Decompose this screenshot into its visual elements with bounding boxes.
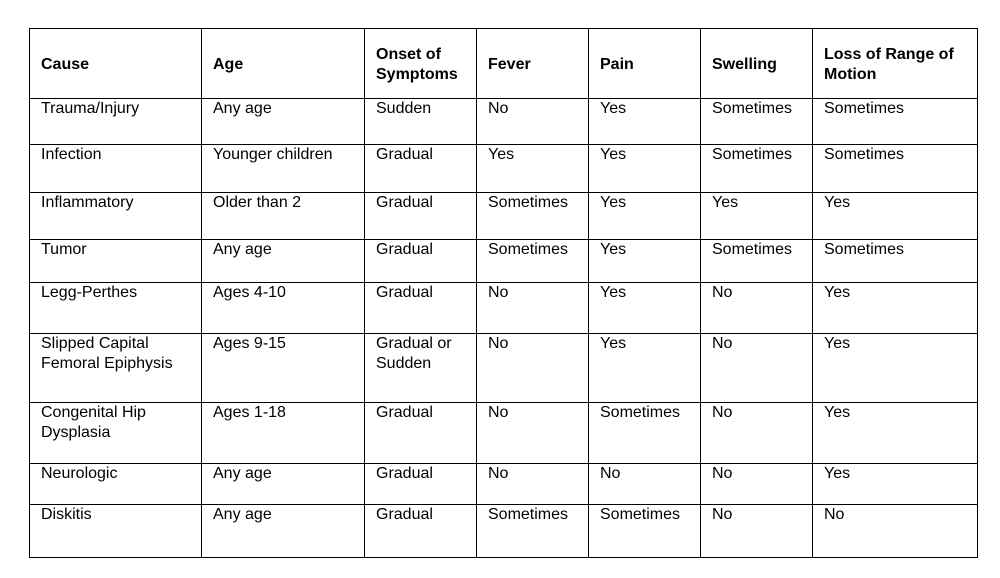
cell-loss-of-motion: Sometimes (813, 145, 978, 193)
cell-swelling: No (701, 403, 813, 464)
cell-cause: Inflammatory (30, 193, 202, 240)
cell-age: Any age (202, 464, 365, 505)
cell-age: Any age (202, 240, 365, 283)
cell-fever: No (477, 283, 589, 334)
header-age: Age (202, 29, 365, 99)
cell-age: Any age (202, 505, 365, 558)
cell-fever: No (477, 464, 589, 505)
cell-swelling: Sometimes (701, 145, 813, 193)
cell-swelling: No (701, 464, 813, 505)
table-row (30, 283, 978, 334)
cell-pain: No (589, 464, 701, 505)
cell-onset: Gradual (365, 193, 477, 240)
cell-fever: No (477, 334, 589, 403)
cell-fever: Sometimes (477, 193, 589, 240)
cell-fever: Yes (477, 145, 589, 193)
cell-swelling: Yes (701, 193, 813, 240)
header-fever: Fever (477, 29, 589, 99)
cell-onset: Gradual (365, 464, 477, 505)
cell-age: Older than 2 (202, 193, 365, 240)
table-row (30, 505, 978, 558)
cell-fever: No (477, 403, 589, 464)
cell-pain: Sometimes (589, 505, 701, 558)
table-row (30, 193, 978, 240)
cell-pain: Yes (589, 240, 701, 283)
cell-loss-of-motion: Yes (813, 193, 978, 240)
table-row (30, 145, 978, 193)
cell-swelling: No (701, 283, 813, 334)
header-pain: Pain (589, 29, 701, 99)
cell-cause: Diskitis (30, 505, 202, 558)
cell-onset: Gradual or Sudden (365, 334, 477, 403)
cell-cause: Tumor (30, 240, 202, 283)
cell-fever: Sometimes (477, 505, 589, 558)
cell-pain: Yes (589, 145, 701, 193)
cell-loss-of-motion: Yes (813, 464, 978, 505)
hip-pain-causes-table (29, 28, 978, 558)
cell-onset: Gradual (365, 403, 477, 464)
cell-onset: Gradual (365, 283, 477, 334)
table-row (30, 99, 978, 145)
cell-loss-of-motion: No (813, 505, 978, 558)
header-onset-of-symptoms: Onset of Symptoms (365, 29, 477, 99)
header-loss-of-range-of-motion: Loss of Range of Motion (813, 29, 978, 99)
cell-onset: Sudden (365, 99, 477, 145)
table-row (30, 240, 978, 283)
cell-cause: Congenital Hip Dysplasia (30, 403, 202, 464)
cell-onset: Gradual (365, 505, 477, 558)
cell-onset: Gradual (365, 145, 477, 193)
cell-cause: Slipped Capital Femoral Epiphysis (30, 334, 202, 403)
cell-loss-of-motion: Yes (813, 403, 978, 464)
table-row (30, 334, 978, 403)
cell-onset: Gradual (365, 240, 477, 283)
cell-cause: Neurologic (30, 464, 202, 505)
cell-swelling: Sometimes (701, 240, 813, 283)
cell-age: Any age (202, 99, 365, 145)
cell-swelling: No (701, 334, 813, 403)
cell-age: Ages 1-18 (202, 403, 365, 464)
cell-fever: Sometimes (477, 240, 589, 283)
cell-cause: Legg-Perthes (30, 283, 202, 334)
cell-pain: Yes (589, 283, 701, 334)
cell-age: Younger children (202, 145, 365, 193)
cell-swelling: Sometimes (701, 99, 813, 145)
table-row (30, 403, 978, 464)
header-swelling: Swelling (701, 29, 813, 99)
table-row (30, 464, 978, 505)
cell-pain: Sometimes (589, 403, 701, 464)
cell-swelling: No (701, 505, 813, 558)
cell-pain: Yes (589, 99, 701, 145)
cell-loss-of-motion: Yes (813, 283, 978, 334)
cell-age: Ages 9-15 (202, 334, 365, 403)
table-header-row (30, 29, 978, 99)
cell-cause: Trauma/Injury (30, 99, 202, 145)
cell-loss-of-motion: Sometimes (813, 99, 978, 145)
cell-loss-of-motion: Yes (813, 334, 978, 403)
header-cause: Cause (30, 29, 202, 99)
cell-loss-of-motion: Sometimes (813, 240, 978, 283)
cell-pain: Yes (589, 193, 701, 240)
cell-pain: Yes (589, 334, 701, 403)
cell-cause: Infection (30, 145, 202, 193)
cell-age: Ages 4-10 (202, 283, 365, 334)
cell-fever: No (477, 99, 589, 145)
